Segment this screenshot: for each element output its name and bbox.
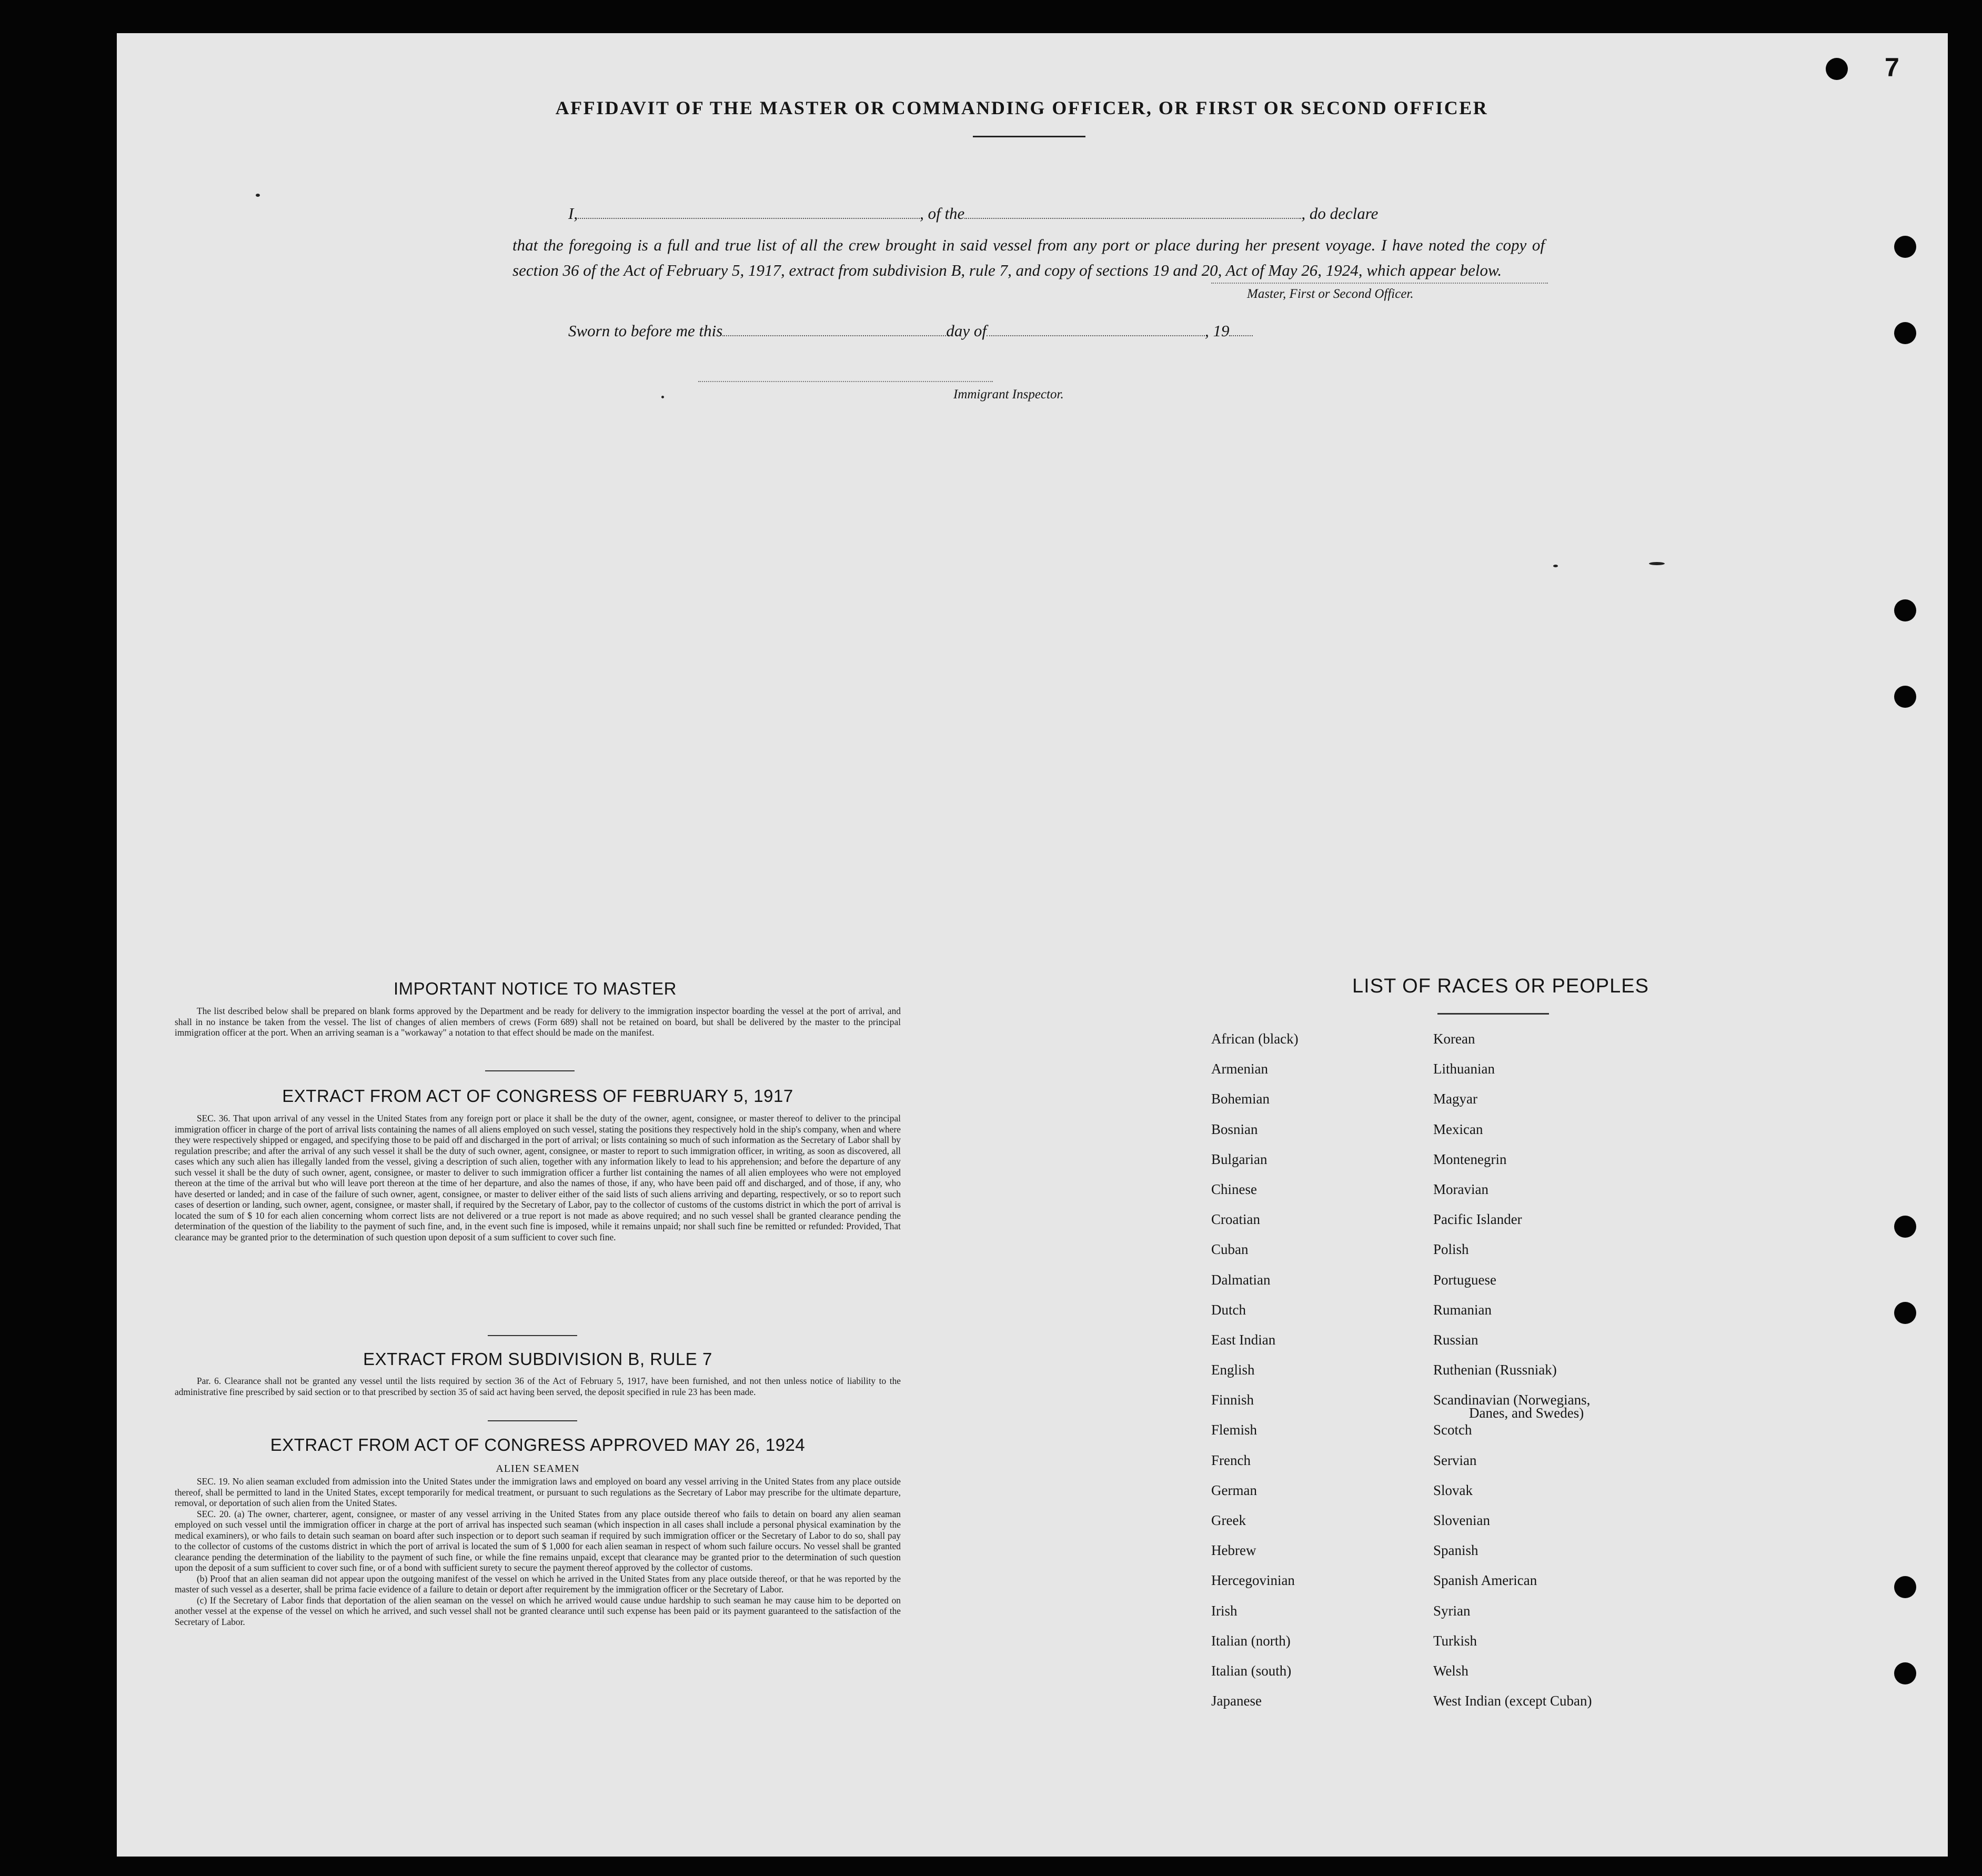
list-item: Lithuanian [1433, 1061, 1495, 1077]
list-item [1433, 1392, 1592, 1422]
master-signature-line[interactable] [1211, 282, 1548, 284]
list-item: Dutch [1211, 1301, 1246, 1318]
list-item: Bosnian [1211, 1121, 1258, 1137]
list-item: Bulgarian [1211, 1151, 1267, 1167]
affidavit-title: AFFIDAVIT OF THE MASTER OR COMMANDING OFFICER, OR FIRST OR SECOND OFFICER [555, 97, 1488, 118]
notice-heading: IMPORTANT NOTICE TO MASTER [393, 979, 677, 998]
do-declare-label: , do declare [1301, 204, 1379, 223]
list-item: Spanish [1433, 1542, 1478, 1559]
inspector-signature-line[interactable] [698, 380, 993, 382]
scandinavian-label: Scandinavian (Norwegians, [1433, 1392, 1591, 1408]
binder-hole [1894, 1576, 1916, 1598]
list-item: Portuguese [1433, 1271, 1496, 1288]
speck [1553, 565, 1558, 567]
list-item: Magyar [1433, 1091, 1477, 1107]
speck [256, 194, 260, 197]
list-item: Dalmatian [1211, 1271, 1271, 1288]
races-rule [1437, 1013, 1549, 1015]
list-item: Rumanian [1433, 1301, 1492, 1318]
day-blank[interactable] [722, 323, 946, 336]
binder-hole [1894, 599, 1916, 621]
list-item: Montenegrin [1433, 1151, 1507, 1167]
list-item: Moravian [1433, 1181, 1488, 1197]
list-item: Italian (south) [1211, 1662, 1292, 1679]
section-rule [488, 1420, 577, 1421]
list-item: Scotch [1433, 1422, 1472, 1438]
scandinavian-continuation: Danes, and Swedes) [1469, 1405, 1584, 1421]
binder-hole [1894, 1302, 1916, 1324]
races-heading: LIST OF RACES OR PEOPLES [1352, 975, 1649, 997]
races-left-column [1211, 1031, 1299, 1723]
year-blank[interactable] [1229, 323, 1253, 336]
list-item: Armenian [1211, 1061, 1268, 1077]
declare-i-label: I, [568, 204, 578, 223]
list-item: English [1211, 1362, 1255, 1378]
list-item: Mexican [1433, 1121, 1483, 1137]
speck [1649, 562, 1665, 565]
list-item: Greek [1211, 1512, 1246, 1528]
list-item: Servian [1433, 1452, 1477, 1468]
declaration-line [568, 204, 1378, 223]
extract-1917-heading: EXTRACT FROM ACT OF CONGRESS OF FEBRUARY 5, 1917 [282, 1086, 793, 1106]
list-item: Chinese [1211, 1181, 1257, 1197]
list-item: Hebrew [1211, 1542, 1256, 1559]
corner-page-number: 7 [1885, 53, 1899, 82]
list-item: Italian (north) [1211, 1632, 1291, 1649]
title-rule [973, 136, 1085, 137]
races-right-column [1433, 1031, 1592, 1723]
binder-hole [1894, 1662, 1916, 1684]
extract-1924-heading: EXTRACT FROM ACT OF CONGRESS APPROVED MAY 26, 1924 [270, 1435, 806, 1454]
list-item: Slovenian [1433, 1512, 1490, 1528]
extract-1924-text [175, 1476, 901, 1627]
sec20b-paragraph: (b) Proof that an alien seaman did not appear upon the outgoing manifest of the vessel on which he arrived in the United States from any place outside thereof, or that he was reported by the master of such vessel as a deserter, shall be prima facie evidence of a failure to detain or deport after requirement by the immigration officer or the Secretary of Labor. [175, 1573, 901, 1594]
sec36-paragraph: SEC. 36. That upon arrival of any vessel in the United States from any foreign port or place it shall be the duty of the owner, agent, consignee, or master thereof to deliver to the principal immigration officer in charge of the port of arrival lists containing the names of all aliens employed on such vessel, stating the positions they respectively hold in the ship's company, when and where they were respectively shipped or engaged, and specifying those to be paid off and discharged in the port of arrival; or lists containing so much of such information as the Secretary of Labor shall by regulation prescribe; and after the arrival of any such vessel it shall be the duty of such owner, agent, consignee, or master to report to such immigration officer, in writing, as soon as discovered, all cases which any such alien has illegally landed from the vessel, giving a description of such alien, together with any information likely to lead to his apprehension; and before the departure of any such vessel it shall be the duty of such owner, agent, consignee, or master to deliver to such immigration officer a further list containing the names of all alien employees who were not employed thereon at the time of the arrival but who will leave port thereon at the time of her departure, and also the names of those, if any, who have been paid off and discharged, and of those, if any, who have deserted or landed; and in case of the failure of such owner, agent, consignee, or master to deliver either of the said lists of such aliens arriving and departing, respectively, or so to report such cases of desertion or landing, such owner, agent, consignee, or master shall, if required by the Secretary of Labor, pay to the collector of customs of the customs district in which the port of arrival is located the sum of $ 10 for each alien concerning whom correct lists are not delivered or a true report is not made as above required; and no such vessel shall be granted clearance pending the determination of the question of the liability to the payment of such fine, and, in the event such fine is imposed, while it remains unpaid; nor shall such fine be remitted or refunded: Provided, That clearance may be granted prior to the determination of such question upon deposit of a sum sufficient to cover such fine. [175, 1113, 901, 1242]
section-rule [485, 1070, 575, 1071]
par6-paragraph: Par. 6. Clearance shall not be granted any vessel until the lists required by section 36 of the Act of February 5, 1917, have been furnished, and not then unless notice of liability to the administrative fine prescribed by said section or to that prescribed by section 35 of said act having been served, the deposit specified in rule 23 has been made. [175, 1376, 901, 1397]
alien-seamen-subheading: ALIEN SEAMEN [496, 1463, 580, 1474]
sworn-label: Sworn to before me this [568, 322, 723, 340]
notice-text [175, 1006, 901, 1038]
list-item: Irish [1211, 1602, 1238, 1619]
month-blank[interactable] [987, 323, 1205, 336]
speck [661, 396, 664, 398]
list-item: French [1211, 1452, 1251, 1468]
binder-hole [1894, 686, 1916, 708]
list-item: Syrian [1433, 1602, 1471, 1619]
sworn-line [568, 322, 1253, 340]
rule7-text [175, 1376, 901, 1397]
list-item: West Indian (except Cuban) [1433, 1693, 1592, 1709]
list-item: Croatian [1211, 1211, 1260, 1228]
sec20c-paragraph: (c) If the Secretary of Labor finds that deportation of the alien seaman on the vessel on which he arrived would cause undue hardship to such seaman he may cause him to be deported on another vessel at the expense of the vessel on which he arrived, and such vessel shall not be granted clearance until such expense has been paid or its payment guaranteed to the satisfaction of the Secretary of Labor. [175, 1594, 901, 1627]
list-item: Spanish American [1433, 1572, 1537, 1589]
master-signature-caption: Master, First or Second Officer. [1247, 287, 1414, 301]
sec19-paragraph: SEC. 19. No alien seaman excluded from admission into the United States under the immigration laws and employed on board any vessel arriving in the United States from any place outside thereof, shall be permitted to land in the United States, except temporarily for medical treatment, or pursuant to such regulations as the Secretary of Labor may prescribe for the ultimate departure, removal, or deportation of such alien from the United States. [175, 1476, 901, 1508]
list-item: Polish [1433, 1241, 1469, 1258]
list-item: Turkish [1433, 1632, 1477, 1649]
list-item: Hercegovinian [1211, 1572, 1295, 1589]
list-item: Slovak [1433, 1482, 1473, 1498]
vessel-blank[interactable] [964, 205, 1301, 219]
list-item: Cuban [1211, 1241, 1249, 1258]
binder-hole [1894, 1216, 1916, 1238]
binder-hole [1894, 236, 1916, 258]
list-item: German [1211, 1482, 1257, 1498]
section-rule [488, 1335, 577, 1336]
of-the-label: , of the [920, 204, 965, 223]
list-item: Ruthenian (Russniak) [1433, 1362, 1557, 1378]
list-item: Finnish [1211, 1392, 1254, 1408]
document-page [117, 33, 1948, 1857]
rule7-heading: EXTRACT FROM SUBDIVISION B, RULE 7 [363, 1349, 712, 1369]
affidavit-body: that the foregoing is a full and true list of all the crew brought in said vessel from any port or place during her present voyage. I have noted the copy of section 36 of the Act of February 5, 1917, extract from subdivision B, rule 7, and copy of sections 19 and 20, Act of May 26, 1924, which appear below. [512, 236, 1545, 279]
notice-paragraph: The list described below shall be prepared on blank forms approved by the Department and be ready for delivery to the immigration inspector boarding the vessel at the port of arrival, and shall in no instance be taken from the vessel. The list of changes of alien members of crews (Form 689) shall not be retained on board, but shall be delivered by the master to the principal immigration officer at the port. When an arriving seaman is a "workaway" a notation to that effect should be made on the manifest. [175, 1006, 901, 1038]
name-blank[interactable] [578, 205, 920, 219]
list-item: Bohemian [1211, 1091, 1270, 1107]
list-item: Flemish [1211, 1422, 1257, 1438]
inspector-caption: Immigrant Inspector. [953, 387, 1064, 402]
list-item: Russian [1433, 1331, 1478, 1348]
list-item: Japanese [1211, 1693, 1262, 1709]
list-item: African (black) [1211, 1031, 1299, 1047]
list-item: Korean [1433, 1031, 1475, 1047]
binder-hole [1826, 58, 1848, 80]
sec20a-paragraph: SEC. 20. (a) The owner, charterer, agent, consignee, or master of any vessel arriving in the United States from any place outside thereof who fails to detain on board any alien seaman employed on such vessel until the immigration officer in charge at the port of arrival has inspected such seaman (which inspection in all cases shall include a personal physical examination by the medical examiners), or who fails to detain such seaman on board after such inspection or to deport such seaman if required by such immigration officer or the Secretary of Labor to do so, shall pay to the collector of customs of the customs district in which the port of arrival is located the sum of $ 1,000 for each alien seaman in respect of whom such failure occurs. No vessel shall be granted clearance pending the determination of the liability to the payment of such fine, or while the fine remains unpaid, except that clearance may be granted prior to the determination of such question upon the deposit of a sum sufficient to cover such fine, or of a bond with sufficient surety to secure the payment thereof approved by the collector of customs. [175, 1508, 901, 1573]
list-item: East Indian [1211, 1331, 1276, 1348]
year-prefix-label: , 19 [1204, 322, 1230, 340]
extract-1917-text [175, 1113, 901, 1242]
list-item: Welsh [1433, 1662, 1468, 1679]
binder-hole [1894, 322, 1916, 344]
list-item: Pacific Islander [1433, 1211, 1522, 1228]
day-of-label: day of [946, 322, 987, 340]
